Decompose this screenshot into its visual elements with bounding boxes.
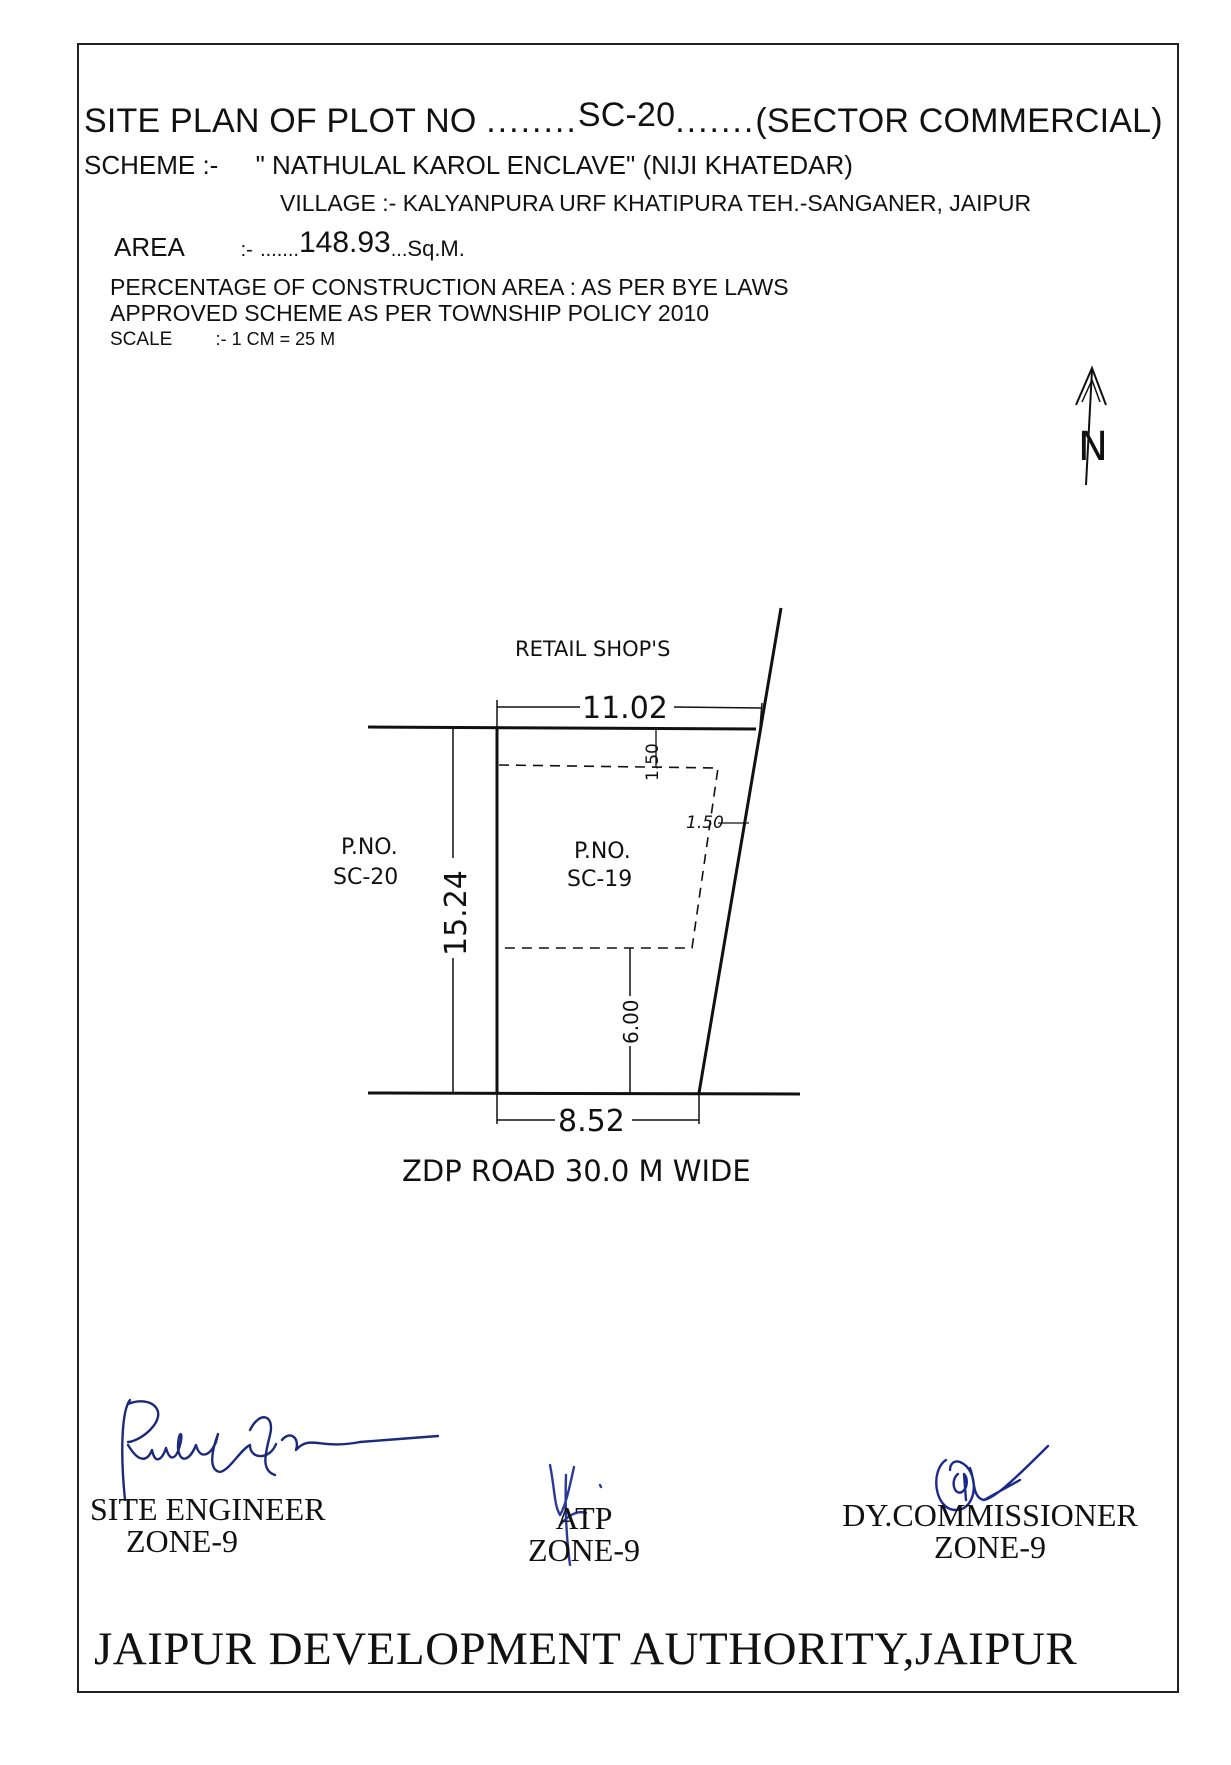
- road-label: ZDP ROAD 30.0 M WIDE: [402, 1154, 751, 1188]
- scheme-value: " NATHULAL KAROL ENCLAVE" (NIJI KHATEDAR): [255, 150, 853, 180]
- rear-setback: 1.50: [643, 743, 663, 781]
- front-boundary-line: [368, 1093, 800, 1094]
- area-value: 148.93: [298, 226, 391, 259]
- scheme-label: SCHEME :-: [84, 150, 219, 180]
- plot-label-line1: P.NO.: [574, 839, 631, 864]
- atp-zone: ZONE-9: [528, 1532, 640, 1568]
- dy-commissioner-block: [830, 1499, 1150, 1563]
- title-dots-right: .......: [675, 102, 756, 140]
- site-engineer-block: [90, 1493, 326, 1557]
- adjacent-plot-label-line2: SC-20: [333, 865, 399, 890]
- top-dim-line-right: [674, 707, 762, 708]
- left-dimension: 15.24: [439, 870, 474, 956]
- dy-commissioner-title: DY.COMMISSIONER: [842, 1497, 1138, 1533]
- scale-value: :- 1 CM = 25 M: [215, 329, 336, 349]
- plot-number: SC-20: [577, 96, 676, 134]
- adjacent-plot-label-line1: P.NO.: [341, 835, 398, 860]
- scale-label: SCALE: [110, 329, 173, 350]
- area-dots: .......: [260, 239, 299, 261]
- area-separator: :-: [240, 239, 253, 261]
- area-label: AREA: [114, 232, 184, 262]
- site-engineer-zone: ZONE-9: [126, 1523, 238, 1559]
- title-dots-left: ........: [486, 102, 578, 140]
- bottom-dimension: 8.52: [558, 1104, 625, 1139]
- approved-line: APPROVED SCHEME AS PER TOWNSHIP POLICY 2010: [110, 300, 710, 326]
- atp-block: [524, 1502, 644, 1566]
- authority-footer: JAIPUR DEVELOPMENT AUTHORITY,JAIPUR: [94, 1623, 1078, 1675]
- title-prefix: SITE PLAN OF PLOT NO: [84, 102, 487, 140]
- rear-boundary-line: [368, 727, 756, 729]
- top-dimension: 11.02: [582, 691, 668, 726]
- construction-line: PERCENTAGE OF CONSTRUCTION AREA : AS PER BYE LAWS: [110, 274, 789, 300]
- plot-label-line2: SC-19: [567, 867, 633, 892]
- north-label: N: [1078, 424, 1108, 470]
- area-dots-2: ...: [390, 239, 408, 261]
- side-setback: 1.50: [686, 813, 724, 833]
- village-line: VILLAGE :- KALYANPURA URF KHATIPURA TEH.-SANGANER, JAIPUR: [280, 190, 1032, 216]
- area-unit: Sq.M.: [407, 236, 465, 261]
- site-engineer-title: SITE ENGINEER: [90, 1491, 326, 1527]
- plot-right-side: [699, 608, 781, 1093]
- north-neighbour-label: RETAIL SHOP'S: [515, 637, 671, 661]
- title-suffix: (SECTOR COMMERCIAL): [755, 102, 1163, 140]
- atp-title: ATP: [555, 1500, 613, 1536]
- dy-commissioner-zone: ZONE-9: [934, 1529, 1046, 1565]
- front-setback: 6.00: [619, 999, 643, 1044]
